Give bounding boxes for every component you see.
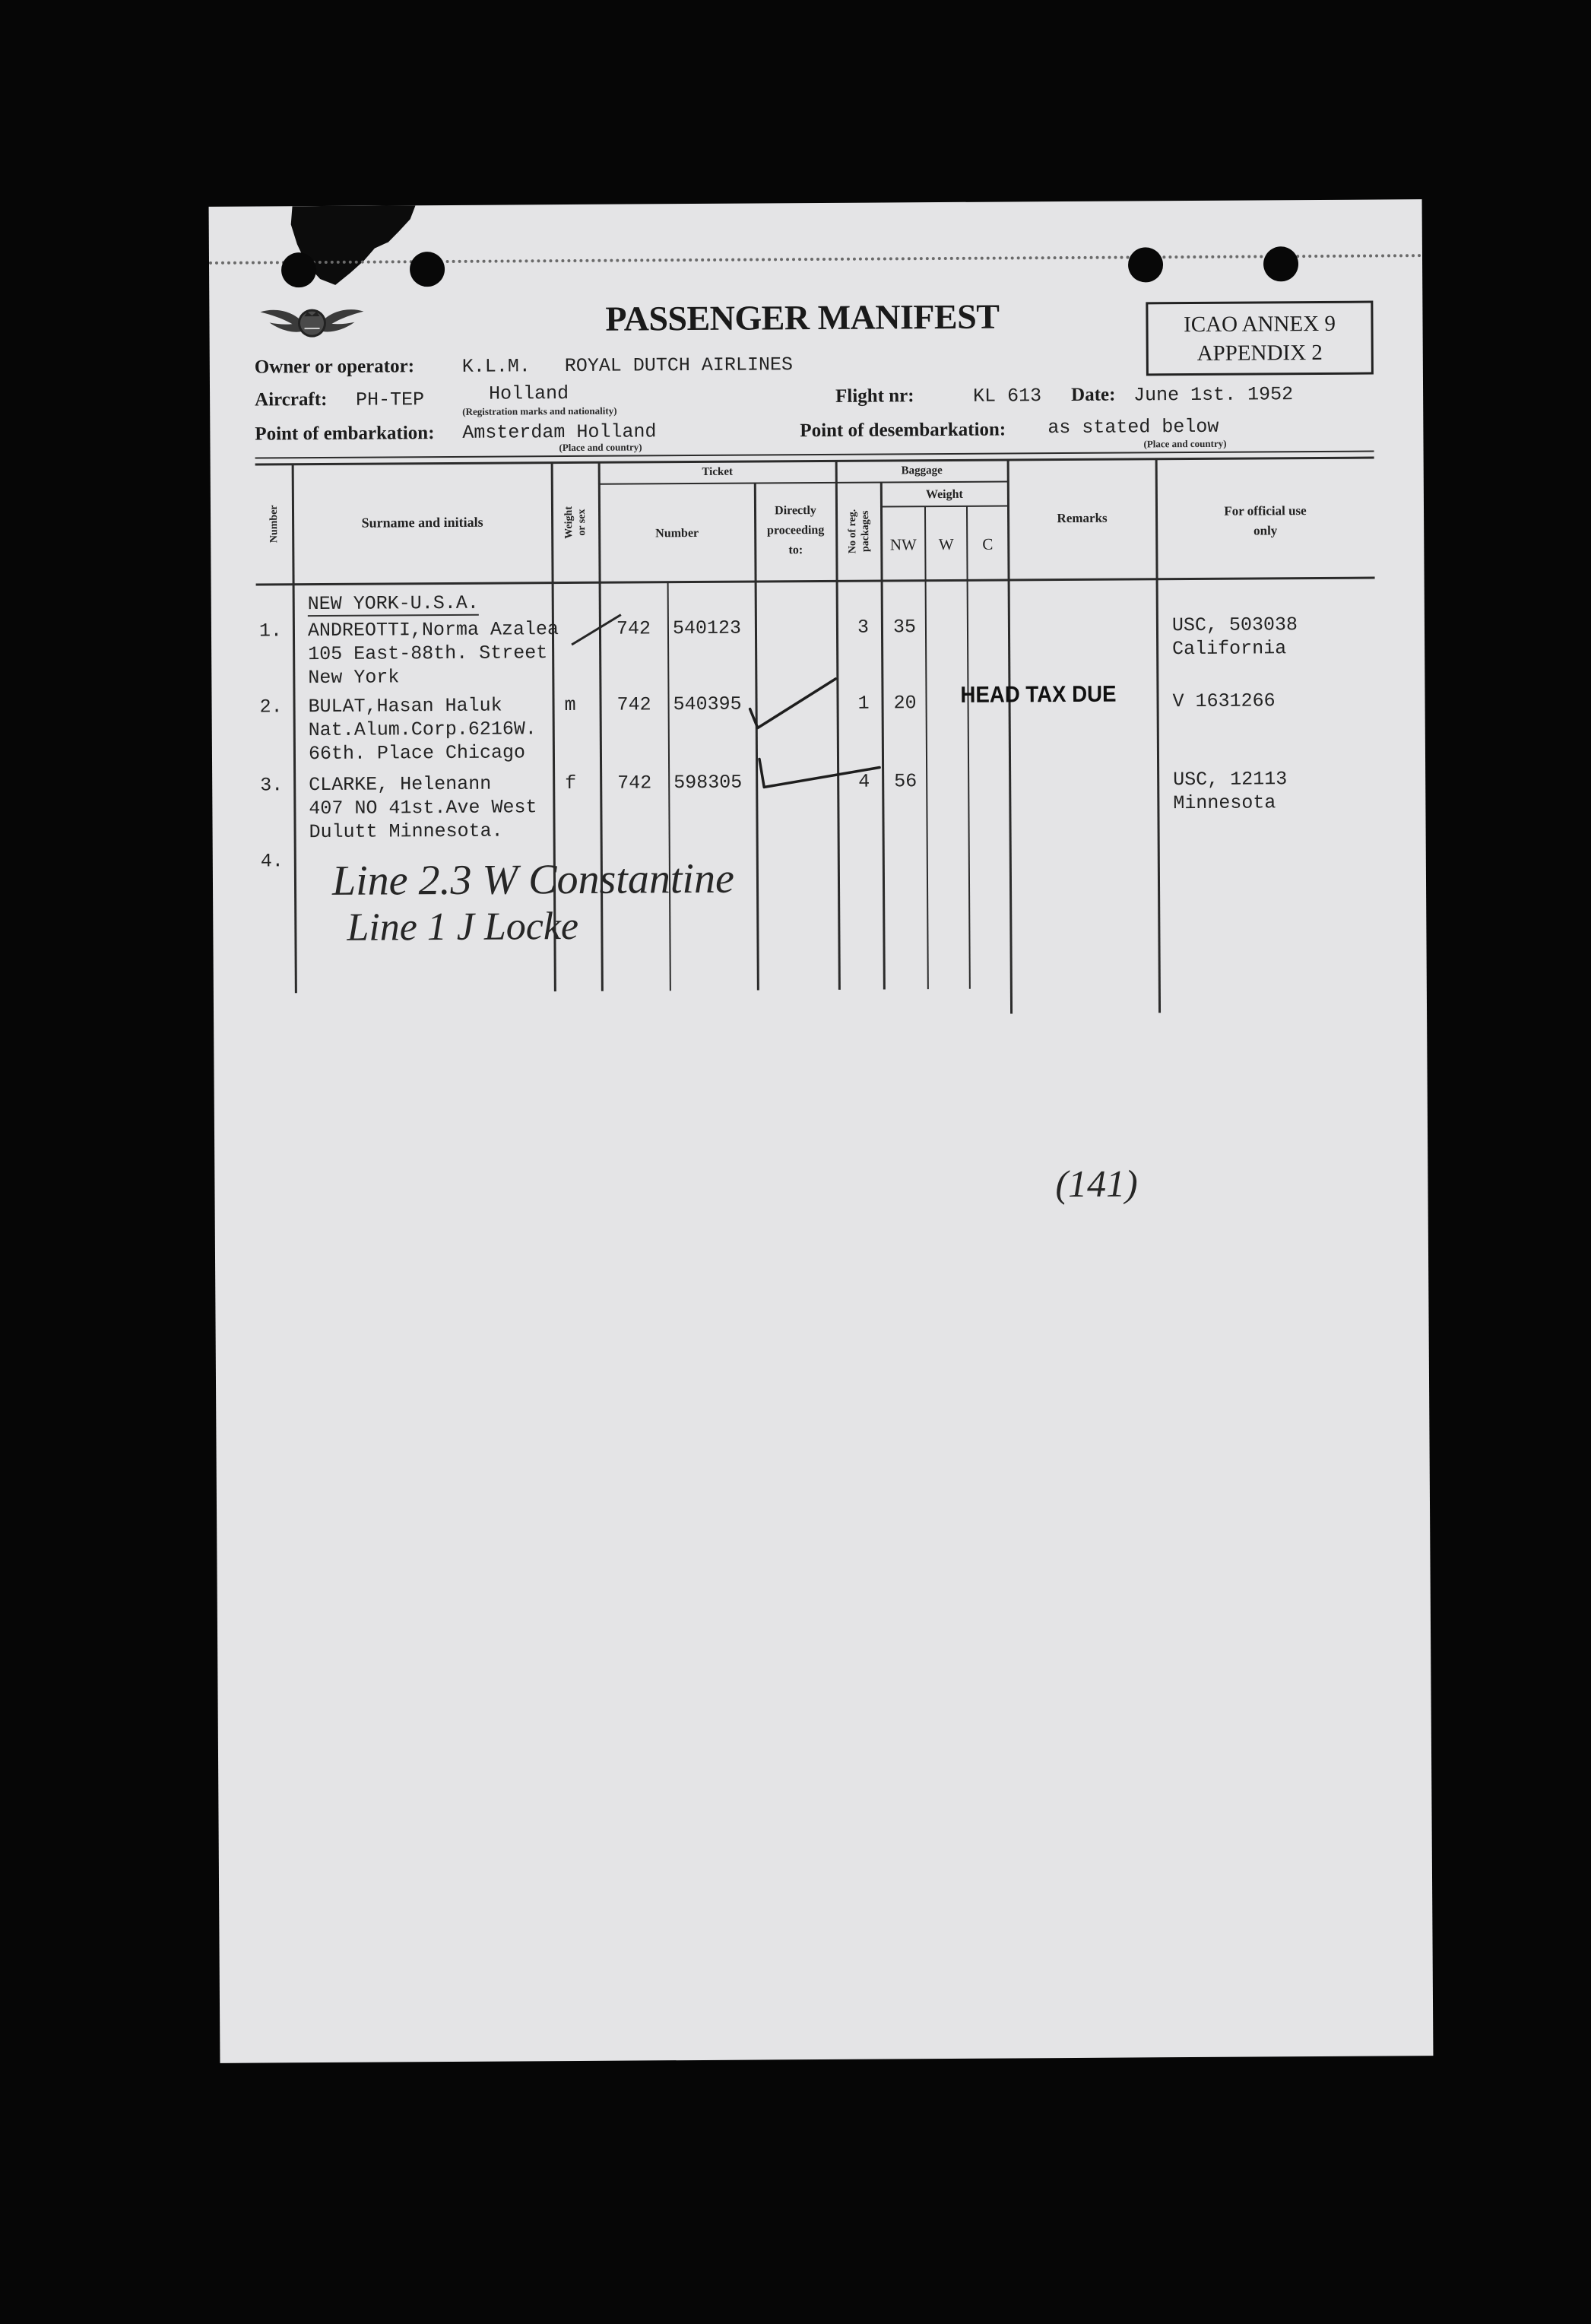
header-surname: Surname and initials [361,514,483,531]
manifest-sheet [209,199,1434,2063]
flight-value: KL 613 [973,385,1042,407]
passenger-address: New York [308,666,400,690]
official-use-entry: Minnesota [1173,791,1276,815]
passenger-name: CLARKE, Helenann [309,772,492,797]
baggage-weight-nw: 35 [892,616,917,639]
destination-heading: NEW YORK-U.S.A. [307,591,479,616]
ticket-prefix: 742 [617,772,652,794]
passenger-address: 105 East-88th. Street [308,642,548,666]
passenger-address: Nat.Alum.Corp.6216W. [308,718,537,742]
ticket-number: 540123 [672,617,742,640]
disembarkation-note: (Place and country) [1143,437,1227,450]
row-number: 4. [260,850,284,873]
embarkation-note: (Place and country) [559,441,642,454]
passenger-name: BULAT,Hasan Haluk [308,694,502,718]
header-ticket-number: Number [655,526,699,541]
package-count: 4 [858,770,870,793]
baggage-weight-nw: 56 [894,770,918,793]
official-use-entry: USC, 503038 [1171,613,1298,637]
row-number: 3. [260,774,284,797]
package-count: 1 [857,692,870,715]
check-mark-icon [759,759,879,788]
flight-label: Flight nr: [835,385,914,407]
aircraft-note: (Registration marks and nationality) [462,404,617,417]
header-number-text: Number [268,505,280,544]
ticket-number: 540395 [673,693,742,716]
header-w: W [938,534,954,554]
header-packages-line: packages [859,510,871,553]
strike-mark [572,615,621,645]
official-use-entry: V 1631266 [1172,690,1276,713]
aircraft-label: Aircraft: [255,388,328,411]
passenger-sex: m [564,693,576,717]
header-directly-line: proceeding [766,523,825,537]
handwritten-note: Line 2.3 W Constantine [331,854,735,905]
embarkation-label: Point of embarkation: [255,423,435,445]
header-ticket: Ticket [702,465,734,478]
owner-label: Owner or operator: [254,356,415,378]
disembarkation-value: as stated below [1047,415,1219,439]
header-weight-sex-line: or sex [575,509,588,536]
page-number: (141) [1055,1162,1138,1206]
passenger-address: 407 NO 41st.Ave West [309,796,537,820]
aircraft-nationality: Holland [488,382,569,405]
header-directly-line: to: [788,544,803,557]
owner-value: K.L.M. ROYAL DUTCH AIRLINES [461,354,794,378]
annex-line: ICAO ANNEX 9 [1184,311,1336,338]
head-tax-stamp: HEAD TAX DUE [960,681,1117,708]
header-weight-sex-line: Weight [563,506,575,539]
passenger-name: ANDREOTTI,Norma Azalea [307,618,559,642]
passenger-sex: f [565,772,577,795]
header-c: C [982,534,994,553]
appendix-line: APPENDIX 2 [1196,340,1323,366]
official-use-entry: USC, 12113 [1173,768,1288,791]
official-use-entry: California [1172,637,1287,661]
handwritten-note: Line 1 J Locke [347,904,579,950]
ticket-prefix: 742 [616,617,651,640]
package-count: 3 [857,616,870,639]
header-baggage: Baggage [901,464,943,477]
ticket-number: 598305 [673,771,743,794]
header-weight: Weight [925,487,963,502]
row-number: 1. [258,620,283,642]
ticket-prefix: 742 [616,693,651,716]
passenger-address: 66th. Place Chicago [308,741,526,766]
check-mark-icon [750,679,835,728]
header-packages-line: No of reg. [846,509,858,554]
baggage-weight-nw: 20 [893,692,917,715]
disembarkation-label: Point of desembarkation: [800,419,1006,442]
page-title: PASSENGER MANIFEST [605,296,1000,338]
embarkation-value: Amsterdam Holland [462,420,657,444]
date-value: June 1st. 1952 [1133,383,1294,407]
row-number: 2. [259,696,283,718]
header-official-line: only [1253,523,1278,538]
header-nw: NW [889,535,917,554]
header-directly-line: Directly [775,504,816,518]
header-remarks: Remarks [1057,510,1108,526]
date-label: Date: [1071,384,1116,405]
passenger-address: Dulutt Minnesota. [309,820,503,844]
aircraft-registration: PH-TEP [356,388,425,411]
header-official-line: For official use [1224,503,1307,518]
